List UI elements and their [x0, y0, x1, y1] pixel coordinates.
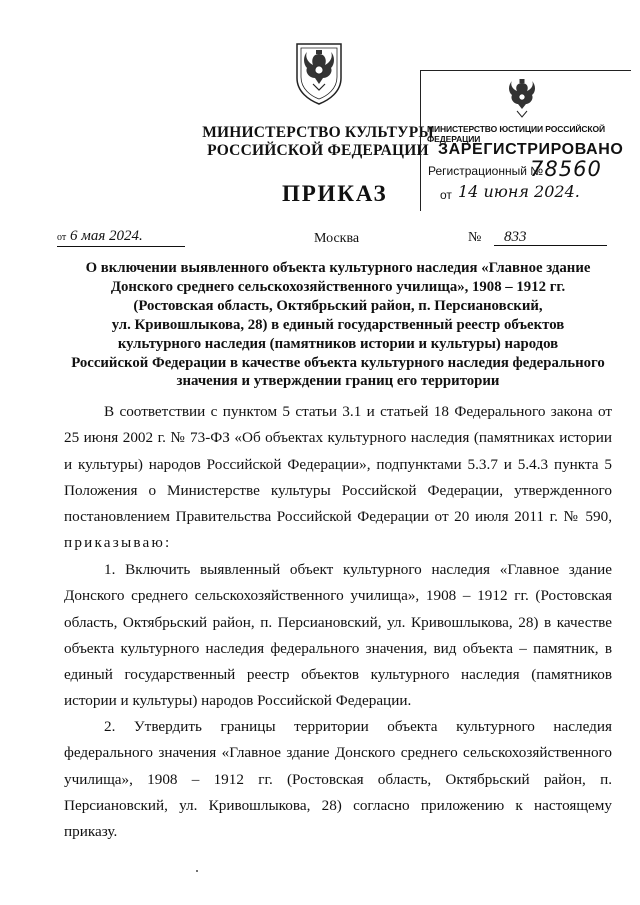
stamp-registered-label: ЗАРЕГИСТРИРОВАНО	[438, 141, 624, 158]
stamp-registration-date: 14 июня 2024.	[458, 182, 580, 201]
order-title-line: О включении выявленного объекта культурного наследия «Главное здание	[85, 260, 591, 276]
order-title-line: (Ростовская область, Октябрьский район, п. Персиановский,	[133, 297, 543, 314]
stamp-coat-of-arms-icon	[503, 77, 541, 121]
order-word: приказываю:	[64, 534, 172, 552]
preamble-text: В соответствии с пунктом 5 статьи 3.1 и статьей 18 Федерального закона от 25 июня 2002 г. № 73-ФЗ «Об объектах культурного наследия (памятниках истории и культуры) народов Российской Федерации», подпунктами 5.3.7 и 5.4.3 пункта 5 Положения о Министерстве культуры Российской Федерации, утвержденного постановлением Правительства Российской Федерации от 20 июля 2011 г. № 590,	[64, 403, 612, 526]
order-date-value: 6 мая 2024.	[70, 228, 143, 244]
ministry-name	[200, 124, 436, 160]
order-city: Москва	[314, 231, 360, 246]
order-title-line: Российской Федерации в качестве объекта культурного наследия федерального	[71, 354, 605, 371]
order-title	[60, 259, 616, 391]
order-number: 833	[494, 230, 607, 246]
page-mark	[196, 870, 198, 872]
order-title-line: ул. Кривошлыкова, 28) в единый государственный реестр объектов	[111, 316, 565, 333]
stamp-registration-number-label: Регистрационный №	[428, 164, 544, 178]
preamble-paragraph	[64, 399, 612, 557]
order-title-line: культурного наследия (памятников истории и культуры) народов	[117, 335, 559, 352]
ministry-line-1: МИНИСТЕРСТВО КУЛЬТУРЫ	[202, 124, 434, 141]
order-item-1: 1. Включить выявленный объект культурного наследия «Главное здание Донского среднего сельскохозяйственного училища», 1908 – 1912 гг. (Ростовская область, Октябрьский район, п. Персиановский, ул. Кривошлыкова, 28) в качестве объекта культурного наследия федерального значения, вид объекта – памятник, в единый государственный реестр объектов культурного наследия (памятников истории и культуры) народов Российской Федерации.	[64, 561, 612, 710]
order-title-line: значения и утверждении границ его территории	[176, 373, 500, 390]
order-item-2: 2. Утвердить границы территории объекта культурного наследия федерального значения «Главное здание Донского среднего сельскохозяйственного училища», 1908 – 1912 гг. (Ростовская область, Октябрьский район, п. Персиановский, ул. Кривошлыкова, 28) согласно приложению к настоящему приказу.	[64, 718, 612, 841]
ministry-line-2: РОССИЙСКОЙ ФЕДЕРАЦИИ	[207, 142, 429, 159]
document-type-title: ПРИКАЗ	[282, 181, 388, 206]
stamp-ministry-name: МИНИСТЕРСТВО ЮСТИЦИИ РОССИЙСКОЙ ФЕДЕРАЦИИ	[427, 124, 605, 144]
coat-of-arms-icon	[289, 38, 349, 106]
order-title-line: Донского среднего сельскохозяйственного училища», 1908 – 1912 гг.	[110, 278, 566, 295]
stamp-date-prefix: от	[440, 188, 452, 202]
order-date	[57, 229, 185, 247]
order-number-label: №	[468, 230, 482, 245]
order-date-prefix: от	[57, 232, 67, 243]
stamp-registration-number: 78560	[530, 157, 602, 181]
